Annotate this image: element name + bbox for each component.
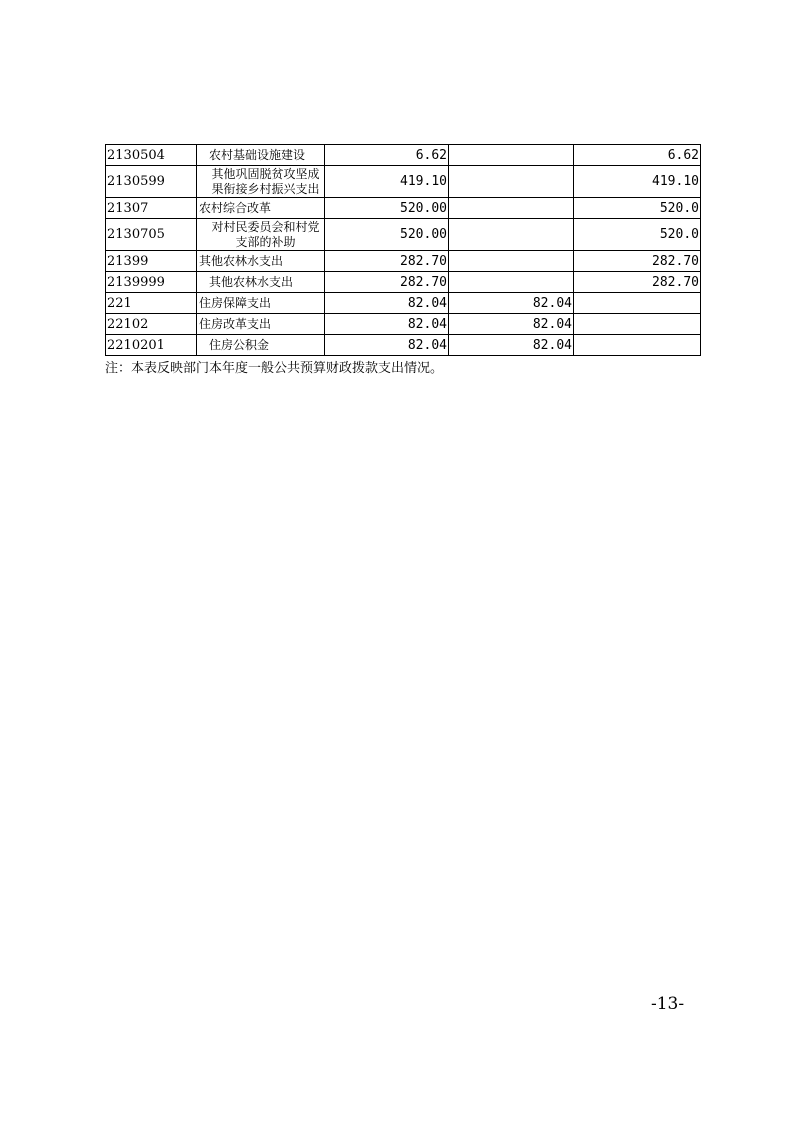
row-total-cell: 520.00 [325,219,449,251]
table-row [106,166,701,198]
row-name-cell: 其他农林水支出 [197,251,325,272]
row-total-cell: 282.70 [325,272,449,293]
row-project-cell: 520.0 [574,198,701,219]
row-basic-cell [449,272,574,293]
row-basic-cell [449,219,574,251]
row-basic-cell [449,198,574,219]
row-code-cell: 22102 [106,314,197,335]
row-name-cell: 农村综合改革 [197,198,325,219]
row-project-cell [574,335,701,356]
row-code-cell: 2130599 [106,166,197,198]
row-code-cell: 21399 [106,251,197,272]
row-total-cell: 82.04 [325,335,449,356]
row-code-cell: 2139999 [106,272,197,293]
row-name-cell: 其他农林水支出 [197,272,325,293]
table-row [106,272,701,293]
page-number: -13- [651,994,685,1014]
row-name-cell: 农村基础设施建设 [197,145,325,166]
table-row [106,335,701,356]
row-basic-cell [449,251,574,272]
row-project-cell: 520.0 [574,219,701,251]
table-row [106,219,701,251]
row-project-cell: 282.70 [574,272,701,293]
budget-table [105,144,701,356]
table-body [106,145,701,356]
row-project-cell: 6.62 [574,145,701,166]
row-total-cell: 419.10 [325,166,449,198]
row-basic-cell [449,166,574,198]
row-total-cell: 520.00 [325,198,449,219]
table-row [106,293,701,314]
row-basic-cell: 82.04 [449,293,574,314]
row-name-cell: 住房公积金 [197,335,325,356]
row-name-cell: 住房改革支出 [197,314,325,335]
table-row [106,314,701,335]
row-name-cell: 其他巩固脱贫攻坚成果衔接乡村振兴支出 [197,166,325,198]
row-total-cell: 82.04 [325,314,449,335]
row-code-cell: 21307 [106,198,197,219]
row-total-cell: 282.70 [325,251,449,272]
row-project-cell [574,314,701,335]
table-row [106,251,701,272]
row-name-cell: 住房保障支出 [197,293,325,314]
row-project-cell [574,293,701,314]
row-basic-cell: 82.04 [449,335,574,356]
row-basic-cell: 82.04 [449,314,574,335]
row-code-cell: 2130705 [106,219,197,251]
row-basic-cell [449,145,574,166]
row-name-cell: 对村民委员会和村党支部的补助 [197,219,325,251]
row-total-cell: 82.04 [325,293,449,314]
row-total-cell: 6.62 [325,145,449,166]
row-project-cell: 282.70 [574,251,701,272]
table-row [106,145,701,166]
row-project-cell: 419.10 [574,166,701,198]
table-note: 注：本表反映部门本年度一般公共预算财政拨款支出情况。 [105,361,444,376]
row-code-cell: 221 [106,293,197,314]
row-code-cell: 2210201 [106,335,197,356]
row-code-cell: 2130504 [106,145,197,166]
table-row [106,198,701,219]
